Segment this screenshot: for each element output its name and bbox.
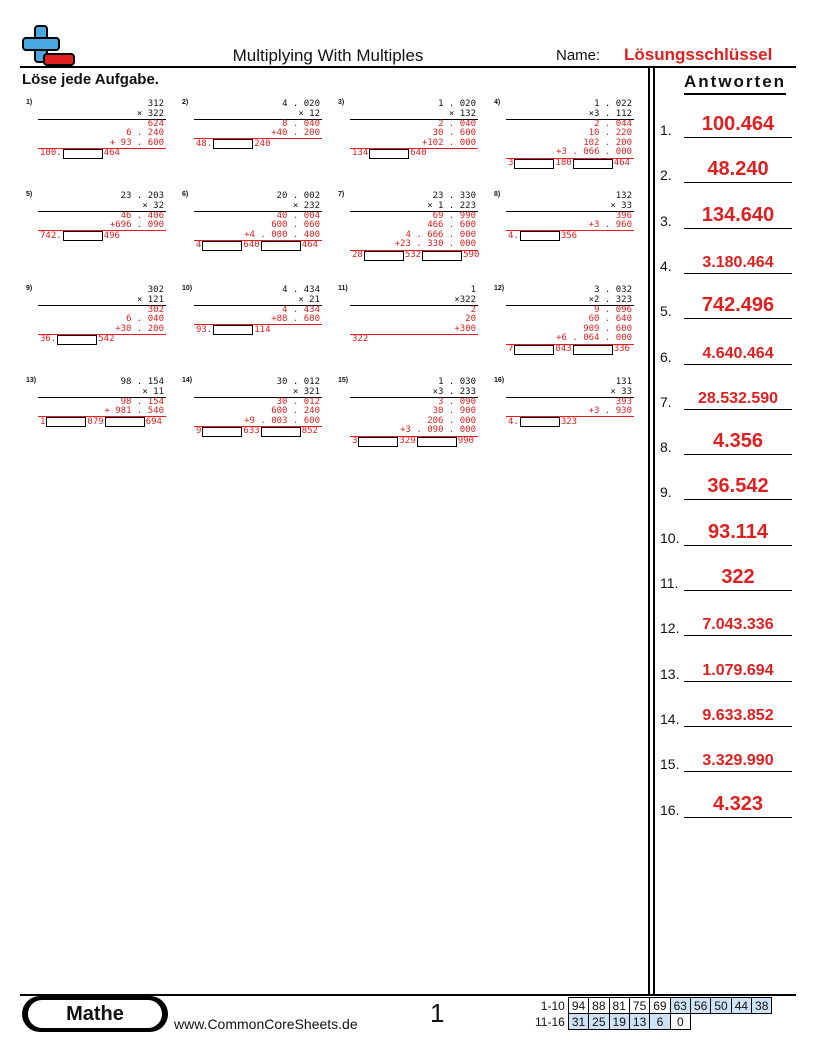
answer-row [660,110,792,140]
answer-box [213,325,253,335]
result-group: 542 [98,334,115,345]
answer-box [261,427,301,437]
multiplier: × 21 [298,294,320,305]
answer-value: 3.180.464 [702,253,774,271]
partial-product: +102 . 000 [421,137,476,148]
answer-row [660,608,792,638]
answer-row [660,472,792,502]
partial-product: 624 [147,118,164,129]
answer-number: 7. [660,393,672,410]
problem-number: 4) [494,99,501,106]
answer-value: 100.464 [701,113,775,135]
problem-block [494,98,646,188]
multiplicand: 20 . 002 [276,191,320,201]
partial-product: 3 . 090 [438,396,476,407]
answer-row [660,654,792,684]
partial-product: 40 . 004 [276,210,320,221]
answer-column-divider-left [648,68,650,996]
result-line [352,437,474,447]
score-key-label: 1-10 [540,998,565,1013]
partial-product: 102 . 200 [583,137,632,148]
answer-line [684,817,792,818]
answer-value: 322 [721,566,755,588]
partial-product: 2 . 044 [594,118,632,129]
multiplicand: 1 . 020 [438,99,476,109]
problem-block [338,98,490,188]
result-group: 1 [40,416,46,427]
answer-row [660,790,792,820]
answer-box [202,241,242,251]
answer-box [417,437,457,447]
score-cell: 69 [650,998,670,1014]
answer-value: 93.114 [707,520,769,543]
answer-number: 9. [660,484,672,501]
score-key-label: 11-16 [535,1014,565,1029]
result-group: 93. [196,324,213,335]
answer-line [684,681,792,682]
multiplicand: 23 . 203 [120,191,164,201]
answer-line [684,545,792,546]
problem-block [26,376,178,466]
answer-line [684,409,792,410]
partial-product: 393 [615,396,632,407]
result-line [508,231,577,241]
partial-product: 6 . 040 [126,314,164,325]
answer-row [660,201,792,231]
result-group: 633 [243,426,260,437]
score-cell: 56 [690,998,710,1014]
result-line [352,335,368,345]
result-group: 640 [243,240,260,251]
problem-block [182,284,334,374]
partial-product: 46 . 406 [120,210,164,221]
answer-row [660,427,792,457]
multiplier: × 32 [142,200,164,211]
partial-product: +23 . 330 . 000 [394,239,476,250]
problem-block [26,284,178,374]
answer-box [213,139,253,149]
problem-number: 13) [26,377,37,384]
name-value: Lösungsschlüssel [624,45,773,64]
score-cell: 81 [609,998,629,1014]
answer-value: 28.532.590 [697,389,779,407]
problem-number: 12) [494,285,505,292]
result-group: 134 [352,148,369,159]
score-cell: 63 [670,998,690,1014]
result-group: 4. [508,230,519,241]
answer-box [202,427,242,437]
problem-block [338,284,490,374]
answer-line [684,228,792,229]
result-group: 590 [463,249,480,260]
result-line [196,241,318,251]
score-cell: 75 [629,998,649,1014]
answer-box [358,437,398,447]
score-cell: 0 [670,1014,690,1030]
multiplicand: 132 [615,191,632,201]
result-group: 079 [87,416,104,427]
page-number: 1 [430,998,445,1028]
result-group: 043 [555,343,572,354]
multiplier: × 121 [136,294,164,305]
multiplicand: 1 . 030 [438,377,476,387]
result-line [40,149,120,159]
result-group: 9 [196,426,202,437]
partial-product: +300 [454,323,476,334]
partial-product: 2 [470,304,476,315]
answer-number: 4. [660,257,672,274]
result-group: 990 [457,435,474,446]
multiplicand: 1 . 022 [594,99,632,109]
answer-box [514,345,554,355]
partial-product: 206 . 000 [427,415,476,426]
answer-row [660,563,792,593]
result-group: 114 [254,324,271,335]
partial-product: 20 [465,314,476,325]
answer-line [684,771,792,772]
answer-number: 12. [660,620,680,637]
answer-number: 13. [660,665,680,682]
result-group: 3 [508,157,514,168]
problem-block [26,190,178,280]
score-key-row-1 [532,998,772,1014]
answer-value: 9.633.852 [702,706,774,724]
partial-product: 600 . 060 [271,220,320,231]
result-group: 48. [196,138,213,149]
problem-block [338,376,490,466]
result-group: 180 [555,157,572,168]
multiplicand: 98 . 154 [120,377,164,387]
answer-value: 4.323 [712,792,764,815]
multiplicand: 131 [615,377,632,387]
page-title: Multiplying With Multiples [232,46,424,65]
multiplicand: 302 [147,285,164,295]
score-cell: 13 [629,1014,649,1030]
problem-block [494,190,646,280]
sum-rule [350,334,478,335]
answer-number: 5. [660,303,672,320]
result-group: 640 [410,148,427,159]
problem-block [182,190,334,280]
problem-number: 1) [26,99,33,106]
score-cell: 50 [711,998,731,1014]
answer-value: 742.496 [701,294,775,317]
answer-number: 11. [660,575,679,591]
subject-badge: Mathe [26,998,164,1030]
answer-line [684,364,792,365]
partial-product: 8 . 040 [282,118,320,129]
multiplicand: 30 . 012 [276,377,320,387]
result-group: 322 [352,333,369,344]
result-group: 532 [404,249,422,260]
answer-row [660,155,792,185]
partial-product: +3 . 090 . 000 [400,425,476,436]
result-group: 496 [103,230,120,241]
answer-row [660,246,792,276]
answer-line [684,499,792,500]
answer-box [46,417,86,427]
partial-product: 69 . 990 [432,210,476,221]
result-line [196,427,318,437]
answer-number: 2. [660,167,672,184]
result-line [40,335,115,345]
problem-block [338,190,490,280]
partial-product: +6 . 064 . 000 [556,333,632,344]
answer-box [57,335,97,345]
partial-product: 466 . 600 [427,220,476,231]
answer-box [573,345,613,355]
problem-number: 10) [182,285,193,292]
answer-column-divider-right [653,68,655,996]
answer-number: 10. [660,529,680,546]
problem-block [494,284,646,374]
problem-number: 9) [26,285,33,292]
instruction-text: Löse jede Aufgabe. [22,71,159,88]
partial-product: 2 . 040 [438,118,476,129]
answer-number: 16. [660,801,680,818]
answer-box [514,159,554,169]
problem-number: 14) [182,377,193,384]
answer-row [660,744,792,774]
partial-product: 98 . 154 [120,396,164,407]
multiplicand: 1 [470,285,476,295]
result-group: 7 [508,343,514,354]
answer-box [573,159,613,169]
answer-row [660,337,792,367]
multiplier: ×2 . 323 [588,294,632,305]
result-group: 100. [40,148,62,159]
partial-product: +30 . 200 [115,323,164,334]
name-label: Name: [556,47,601,64]
result-group: 464 [613,157,630,168]
result-line [196,139,271,149]
result-line [352,149,427,159]
problem-number: 2) [182,99,189,106]
partial-product: 302 [147,304,164,315]
answer-box [369,149,409,159]
problem-block [182,376,334,466]
multiplicand: 23 . 330 [432,191,476,201]
partial-product: 6 . 240 [126,128,164,139]
result-group: 336 [613,343,630,354]
result-group: 852 [301,426,318,437]
partial-product: + 93 . 600 [109,137,164,148]
result-group: 4 [196,240,202,251]
multiplier: × 132 [448,108,476,119]
answer-box [520,231,560,241]
multiplier: × 232 [292,200,320,211]
answer-line [684,635,792,636]
result-group: 28 [352,249,363,260]
answer-box [422,251,462,261]
answer-row [660,382,792,412]
score-key-table [532,997,772,1030]
answer-value: 48.240 [707,158,769,181]
partial-product: 4 . 666 . 000 [405,229,476,240]
partial-product: 30 . 900 [432,406,476,417]
multiplier: × 1 . 223 [427,200,476,211]
answer-value: 3.329.990 [702,752,774,770]
answer-row [660,291,792,321]
multiplier: × 321 [292,386,320,397]
answer-line [684,318,792,319]
answer-box [63,149,103,159]
answer-line [684,454,792,455]
result-group: 356 [560,230,578,241]
problem-number: 8) [494,191,501,198]
result-group: 323 [560,416,578,427]
partial-product: +4 . 000 . 400 [244,229,320,240]
result-line [196,325,271,335]
partial-product: +40 . 200 [271,128,320,139]
problem-number: 15) [338,377,349,384]
multiplication-rule [350,305,478,306]
multiplier: ×3 . 112 [588,108,632,119]
partial-product: 10 . 220 [588,128,632,139]
answer-value: 7.043.336 [702,616,774,634]
multiplier: ×322 [454,294,476,305]
result-line [352,251,479,261]
multiplier: × 33 [610,386,632,397]
problem-number: 16) [494,377,505,384]
partial-product: +9 . 003 . 600 [244,415,320,426]
result-line [508,159,630,169]
answer-number: 1. [660,122,672,138]
partial-product: 30 . 600 [432,128,476,139]
problem-number: 7) [338,191,345,198]
problem-block [26,98,178,188]
problem-block [494,376,646,466]
partial-product: 909 . 600 [583,323,632,334]
result-group: 329 [399,435,416,446]
answer-line [684,137,792,138]
answer-line [684,590,792,591]
answer-line [684,726,792,727]
result-line [40,231,120,241]
multiplicand: 4 . 020 [282,99,320,109]
score-cell: 94 [568,998,588,1014]
score-key-row-2 [532,1014,772,1030]
answer-number: 6. [660,348,672,365]
answer-box [364,251,404,261]
result-group: 742. [40,230,62,241]
problem-block [182,98,334,188]
answer-number: 8. [660,439,672,456]
answer-row [660,699,792,729]
answer-box [105,417,145,427]
multiplier: × 33 [610,200,632,211]
result-group: 240 [254,138,271,149]
multiplicand: 4 . 434 [282,285,320,295]
multiplier: × 11 [142,386,164,397]
multiplier: × 322 [136,108,164,119]
answer-row [660,518,792,548]
partial-product: 60 . 640 [588,314,632,325]
result-group: 36. [40,334,57,345]
score-cell: 25 [589,1014,609,1030]
multiplicand: 3 . 032 [594,285,632,295]
partial-product: 600 . 240 [271,406,320,417]
partial-product: 4 . 434 [282,304,320,315]
answer-box [63,231,103,241]
partial-product: +3 . 960 [588,220,632,231]
answer-box [520,417,560,427]
result-line [508,417,577,427]
result-group: 464 [301,240,318,251]
score-cell: 44 [731,998,751,1014]
answer-value: 134.640 [701,203,775,226]
result-group: 3 [352,435,358,446]
answer-value: 36.542 [707,475,769,498]
answer-value: 4.356 [712,430,764,453]
result-group: 4. [508,416,519,427]
problem-number: 3) [338,99,345,106]
partial-product: 396 [615,210,632,221]
result-group: 464 [103,148,120,159]
footer-url: www.CommonCoreSheets.de [174,1016,358,1032]
multiplier: ×3 . 233 [432,386,476,397]
partial-product: +696 . 090 [109,220,164,231]
multiplier: × 12 [298,108,320,119]
score-cell: 6 [650,1014,670,1030]
answer-line [684,273,792,274]
header-divider [20,66,796,68]
score-cell: 31 [568,1014,588,1030]
answer-number: 14. [660,710,680,727]
result-group: 694 [145,416,162,427]
multiplicand: 312 [147,99,164,109]
partial-product: 9 . 096 [594,304,632,315]
partial-product: +3 . 930 [588,406,632,417]
answer-value: 4.640.464 [702,344,774,362]
problem-number: 5) [26,191,33,198]
result-line [508,345,630,355]
answer-line [684,182,792,183]
score-cell: 38 [752,998,772,1014]
partial-product: +88 . 680 [271,314,320,325]
partial-product: + 981 . 540 [104,406,164,417]
problem-number: 11) [338,285,348,292]
score-cell: 88 [589,998,609,1014]
answer-box [261,241,301,251]
problem-number: 6) [182,191,189,198]
answers-title: Antworten [684,72,786,95]
answer-number: 15. [660,756,680,773]
result-line [40,417,162,427]
score-cell: 19 [609,1014,629,1030]
answer-value: 1.079.694 [702,661,774,679]
partial-product: 30 . 012 [276,396,320,407]
answer-number: 3. [660,212,672,229]
partial-product: +3 . 066 . 000 [556,147,632,158]
